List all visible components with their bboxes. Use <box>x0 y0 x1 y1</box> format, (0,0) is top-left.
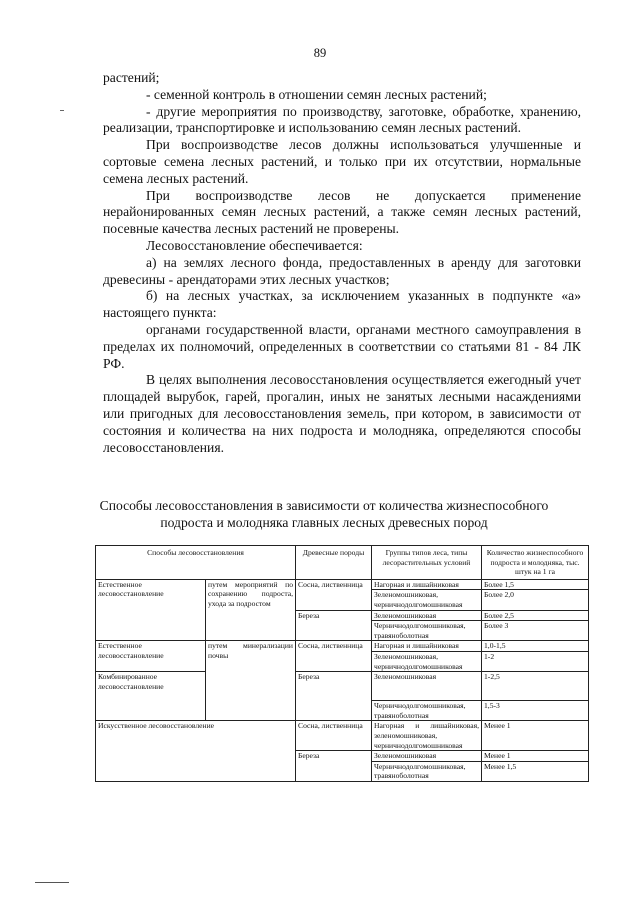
paragraph: - семенной контроль в отношении семян лесных растений; <box>146 86 487 102</box>
quantity-cell: 1,0-1,5 <box>482 641 589 652</box>
quantity-cell: Более 2,5 <box>482 610 589 621</box>
paragraph: В целях выполнения лесовосстановления осуществляется ежегодный учет площадей вырубок, гарей, прогалин, иных не занятых лесными насаждениями или пригодных для лесовосстановления земель, при котором, в зависимости от состояния и количества на них подроста и молодняка, определяются способы лесовосстановления. <box>103 372 581 455</box>
paragraph: б) на лесных участках, за исключением указанных в подпункте «а» настоящего пункта: <box>103 288 581 321</box>
group-cell: Зеленомошниковая, черничнодолгомошниковая <box>372 651 482 671</box>
quantity-cell: Менее 1 <box>482 721 589 751</box>
method-cell: Естественное лесовосстановление <box>96 579 206 641</box>
quantity-cell: 1-2 <box>482 651 589 671</box>
group-cell: Черничнодолгомошниковая, травяноболотная <box>372 761 482 781</box>
paragraph: - другие мероприятия по производству, заготовке, обработке, хранению, реализации, транспортировке и использованию семян лесных растений. <box>103 103 581 136</box>
paragraph: При воспроизводстве лесов не допускается применение нерайонированных семян лесных растений, а также семян лесных растений, посевные качества лесных растений не проверены. <box>103 187 581 237</box>
header-groups: Группы типов леса, типы лесорастительных условий <box>372 546 482 580</box>
group-cell: Нагорная и лишайниковая <box>372 641 482 652</box>
page-number: 89 <box>313 46 327 60</box>
species-cell: Береза <box>296 672 372 721</box>
margin-mark <box>60 110 64 111</box>
group-cell: Нагорная и лишайниковая, зеленомошниковая, черничнодолгомошниковая <box>372 721 482 751</box>
paragraph: растений; <box>103 70 160 85</box>
group-cell: Черничнодолгомошниковая, травяноболотная <box>372 621 482 641</box>
species-cell: Сосна, лиственница <box>296 641 372 672</box>
quantity-cell: Более 3 <box>482 621 589 641</box>
quantity-cell: Менее 1 <box>482 751 589 762</box>
table-row <box>96 672 589 701</box>
species-cell: Сосна, лиственница <box>296 721 372 751</box>
quantity-cell: 1,5-3 <box>482 701 589 721</box>
paragraph: органами государственной власти, органами местного самоуправления в пределах их полномочий, определенных в соответствии со статьями 81 - 84 ЛК РФ. <box>103 321 581 371</box>
paragraph: Лесовосстановление обеспечивается: <box>146 237 363 253</box>
body-text <box>103 70 581 456</box>
table-row <box>96 721 589 751</box>
table-row <box>96 641 589 652</box>
group-cell: Зеленомошниковая, черничнодолгомошниковая <box>372 590 482 610</box>
quantity-cell: 1-2,5 <box>482 672 589 701</box>
species-cell: Сосна, лиственница <box>296 579 372 610</box>
species-cell: Береза <box>296 610 372 641</box>
quantity-cell: Более 1,5 <box>482 579 589 590</box>
submethod-cell: путем мероприятий по сохранению подроста, ухода за подростом <box>206 579 296 641</box>
table-title: Способы лесовосстановления в зависимости от количества жизнеспособного подроста и молодняка главных лесных древесных пород <box>99 498 549 530</box>
header-species: Древесные породы <box>296 546 372 580</box>
group-cell: Зеленомошниковая <box>372 610 482 621</box>
table-header-row <box>96 546 589 580</box>
species-cell: Береза <box>296 751 372 782</box>
header-methods: Способы лесовосстановления <box>96 546 296 580</box>
group-cell: Нагорная и лишайниковая <box>372 579 482 590</box>
footer-line <box>35 882 69 883</box>
method-cell: Комбинированное лесовосстановление <box>96 672 206 721</box>
group-cell: Зеленомошниковая <box>372 751 482 762</box>
reforestation-methods-table <box>95 545 589 782</box>
method-cell: Естественное лесовосстановление <box>96 641 206 672</box>
header-quantity: Количество жизнеспособного подроста и молодняка, тыс. штук на 1 га <box>482 546 589 580</box>
paragraph: При воспроизводстве лесов должны использоваться улучшенные и сортовые семена лесных растений, и только при их отсутствии, нормальные семена лесных растений. <box>103 137 581 186</box>
quantity-cell: Менее 1,5 <box>482 761 589 781</box>
submethod-cell: путем минерализации почвы <box>206 641 296 721</box>
paragraph: а) на землях лесного фонда, предоставленных в аренду для заготовки древесины - арендаторами этих лесных участков; <box>103 254 581 287</box>
group-cell: Зеленомошниковая <box>372 672 482 701</box>
table-row <box>96 579 589 590</box>
method-cell: Искусственное лесовосстановление <box>96 721 296 782</box>
group-cell: Черничнодолгомошниковая, травяноболотная <box>372 701 482 721</box>
quantity-cell: Более 2,0 <box>482 590 589 610</box>
